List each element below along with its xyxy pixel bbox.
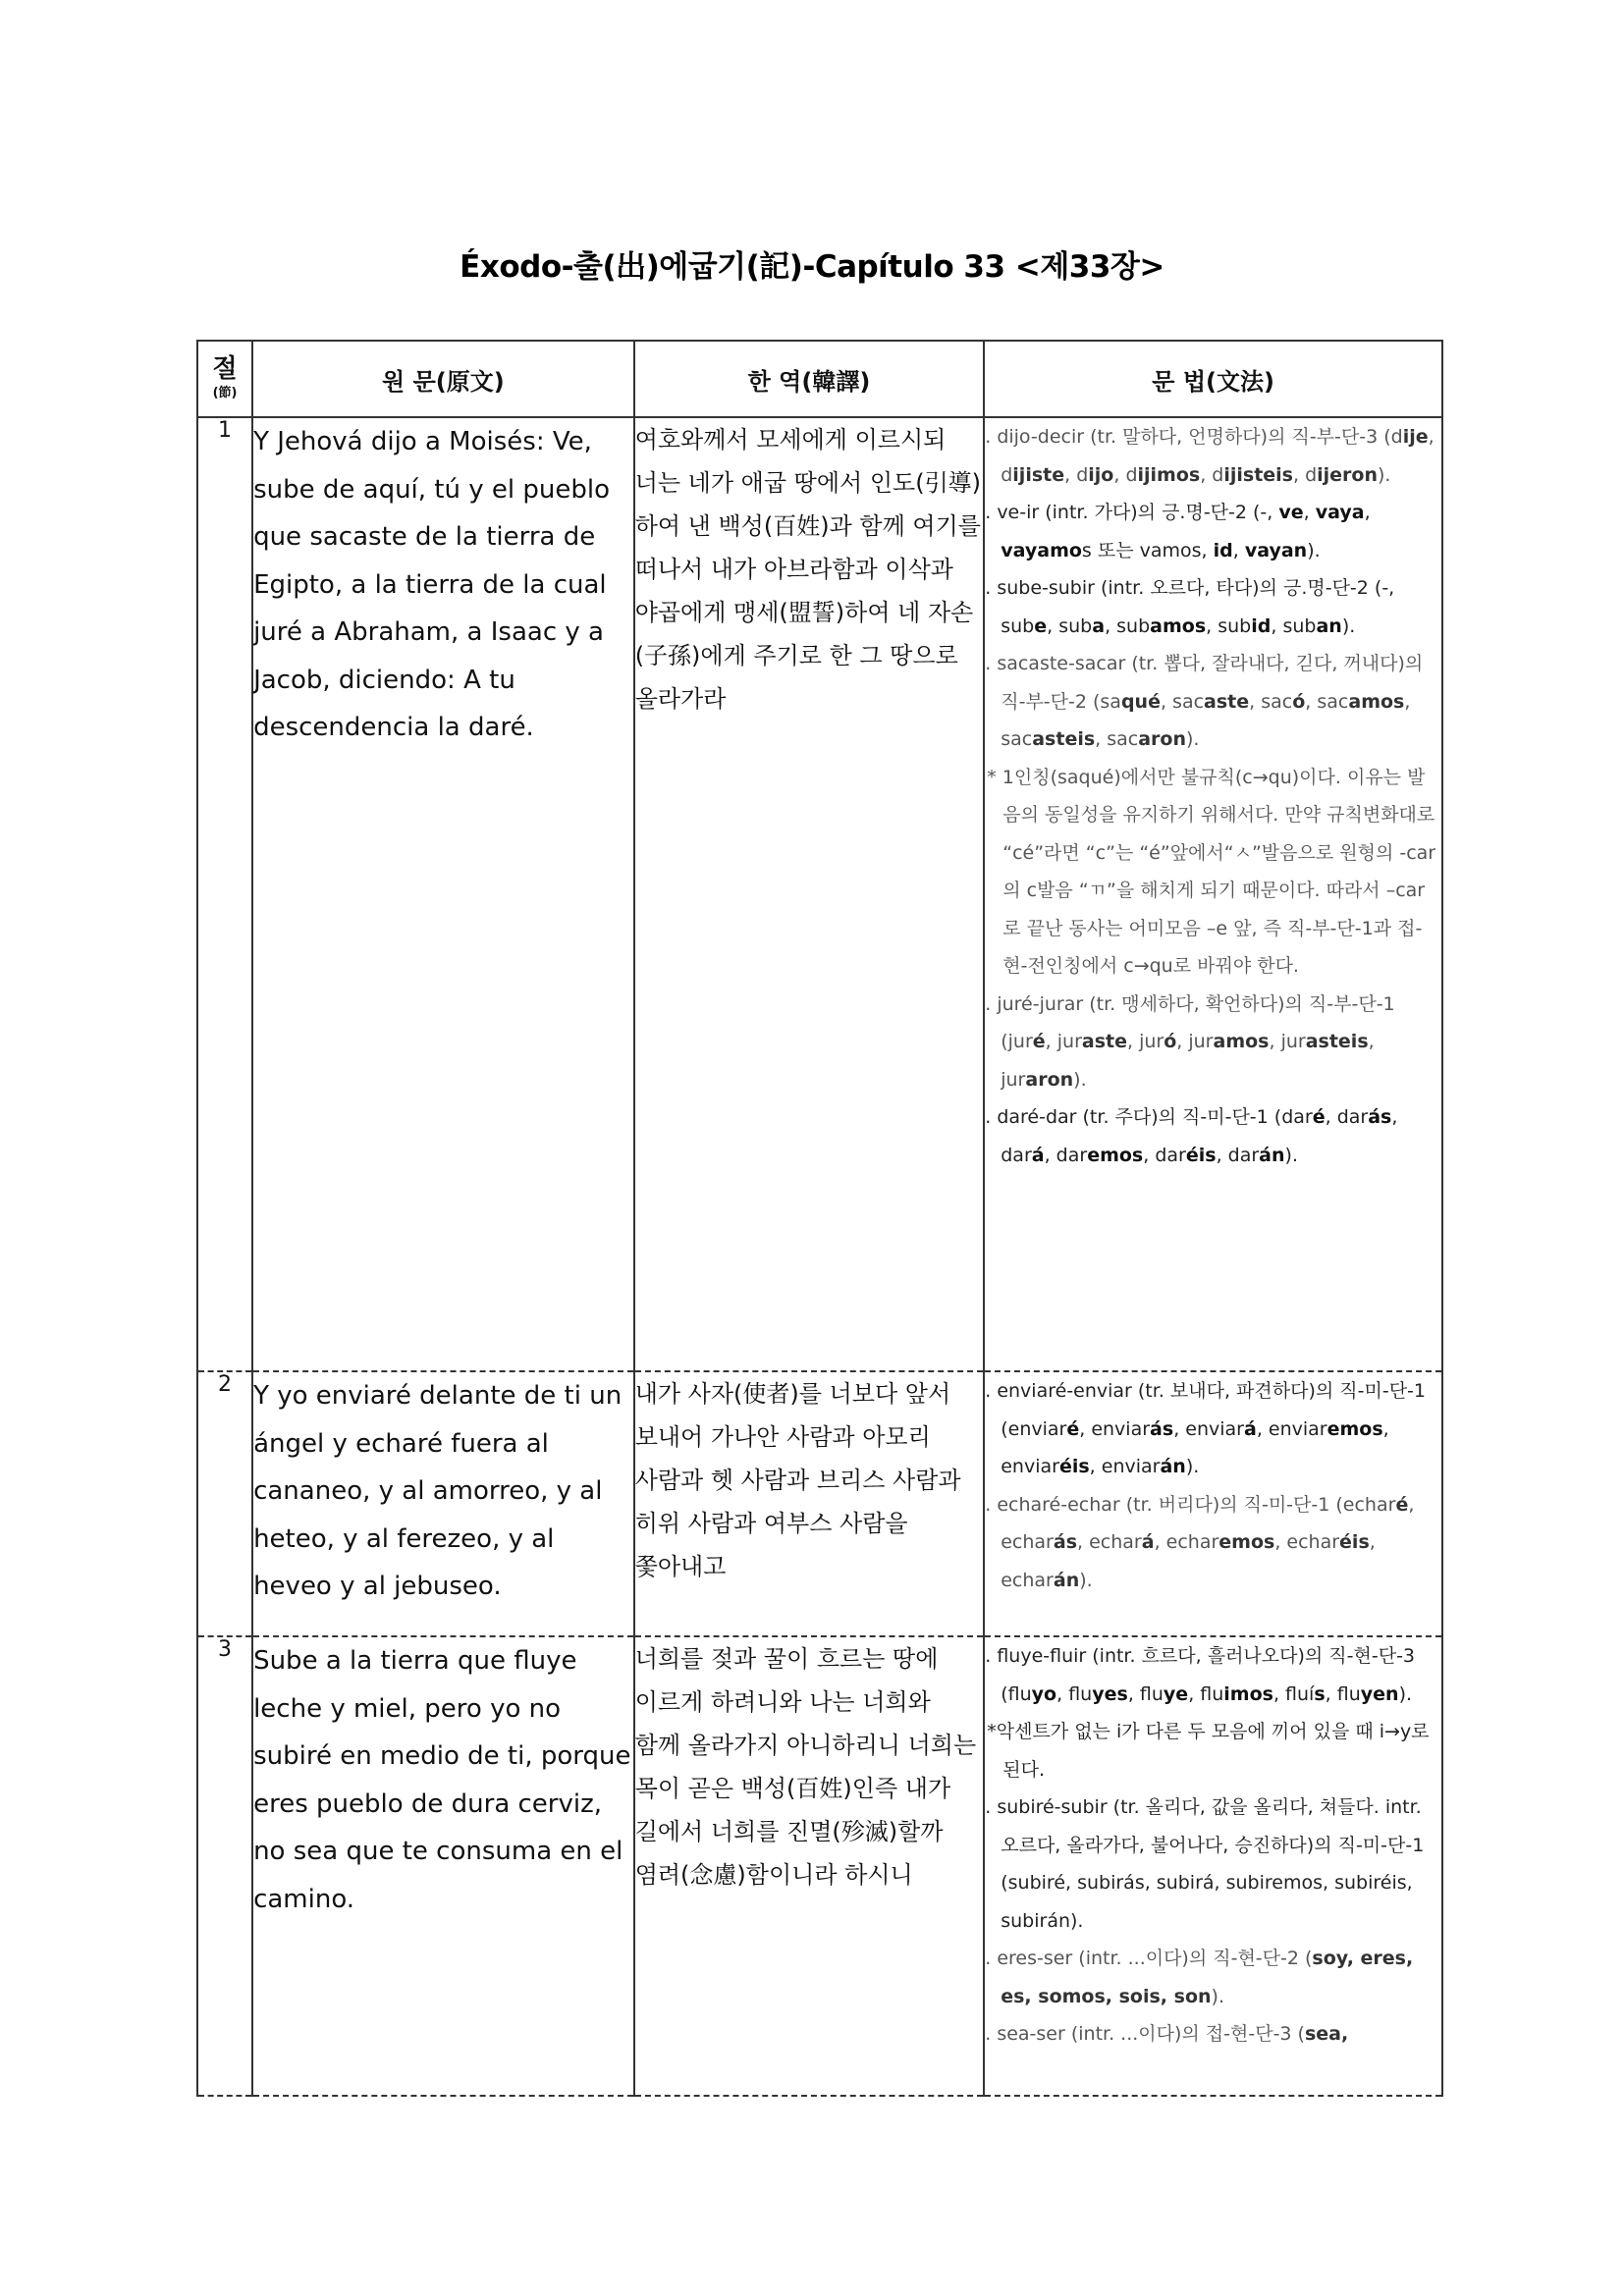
table-header-row [197, 341, 1442, 417]
grammar-notes [984, 1636, 1442, 2096]
grammar-item: . fluye-fluir (intr. 흐르다, 흘러나오다)의 직-현-단-3 (fluyo, fluyes, fluye, fluimos, fluís, fluyen). [985, 1645, 1416, 1705]
table-row [197, 1371, 1442, 1636]
header-verse-label: 절 [212, 354, 238, 384]
verse-number: 1 [197, 417, 252, 1371]
grammar-notes [984, 1371, 1442, 1636]
header-korean: 한 역(韓譯) [634, 341, 985, 417]
verse-number: 3 [197, 1636, 252, 2096]
header-original: 원 문(原文) [252, 341, 634, 417]
grammar-item: . eres-ser (intr. ...이다)의 직-현-단-2 (soy, eres, es, somos, sois, son). [985, 1948, 1414, 2007]
grammar-item: . sea-ser (intr. ...이다)의 접-현-단-3 (sea, [985, 2023, 1349, 2045]
page-title: Éxodo-출(出)에굽기(記)-Capítulo 33 <제33장> [460, 249, 1164, 285]
grammar-notes [984, 417, 1442, 1371]
korean-translation: 여호와께서 모세에게 이르시되 너는 네가 애굽 땅에서 인도(引導)하여 낸 백성(百姓)과 함께 여기를 떠나서 내가 아브라함과 이삭과 야곱에게 맹세(盟誓)하여 네 자손(子孫)에게 주기로 한 그 땅으로 올라가라 [634, 417, 985, 1371]
original-text: Y yo enviaré delante de ti un ángel y echaré fuera al cananeo, y al amorreo, y al heteo, y al ferezeo, y al heveo y al jebuseo. [252, 1371, 634, 1636]
grammar-item: * 1인칭(saqué)에서만 불규칙(c→qu)이다. 이유는 발음의 동일성을 유지하기 위해서다. 만약 규칙변화대로 “cé”라면 “c”는 “é”앞에서“ㅅ”발음으로 원형의 -car의 c발음 “ㄲ”을 해치게 되기 때문이다. 따라서 –car로 끝난 동사는 어미모음 –e 앞, 즉 직-부-단-1과 접-현-전인칭에서 c→qu로 바꿔야 한다. [987, 766, 1436, 977]
grammar-item: . dijo-decir (tr. 말하다, 언명하다)의 직-부-단-3 (dije, dijiste, dijo, dijimos, dijisteis, dijeron). [985, 426, 1435, 486]
grammar-item: . juré-jurar (tr. 맹세하다, 확언하다)의 직-부-단-1 (juré, juraste, juró, juramos, jurasteis, juraron). [985, 992, 1395, 1091]
grammar-item: . sacaste-sacar (tr. 뽑다, 잘라내다, 긷다, 꺼내다)의 직-부-단-2 (saqué, sacaste, sacó, sacamos, sacasteis, sacaron). [985, 653, 1424, 750]
verse-number: 2 [197, 1371, 252, 1636]
korean-translation: 내가 사자(使者)를 너보다 앞서 보내어 가나안 사람과 아모리 사람과 헷 사람과 브리스 사람과 히위 사람과 여부스 사람을 쫓아내고 [634, 1371, 985, 1636]
original-text: Sube a la tierra que fluye leche y miel, pero yo no subiré en medio de ti, porque eres pueblo de dura cerviz, no sea que te consuma en el camino. [252, 1636, 634, 2096]
table-row [197, 1636, 1442, 2096]
header-grammar: 문 법(文法) [984, 341, 1442, 417]
grammar-item: . echaré-echar (tr. 버리다)의 직-미-단-1 (echaré, echarás, echará, echaremos, echaréis, echarán). [985, 1493, 1415, 1591]
grammar-item: . ve-ir (intr. 가다)의 긍.명-단-2 (-, ve, vaya, vayamos 또는 vamos, id, vayan). [985, 502, 1371, 561]
header-verse-hanja: (節) [212, 386, 238, 400]
grammar-item: *악센트가 없는 i가 다른 두 모음에 끼어 있을 때 i→y로 된다. [987, 1721, 1430, 1781]
grammar-item: . enviaré-enviar (tr. 보내다, 파견하다)의 직-미-단-1 (enviaré, enviarás, enviará, enviaremos, enviaréis, enviarán). [985, 1380, 1426, 1477]
original-text: Y Jehová dijo a Moisés: Ve, sube de aquí, tú y el pueblo que sacaste de la tierra de Egipto, a la tierra de la cual juré a Abraham, a Isaac y a Jacob, diciendo: A tu descendencia la daré. [252, 417, 634, 1371]
verse-table [196, 340, 1443, 2097]
table-row [197, 417, 1442, 1371]
grammar-item: . subiré-subir (tr. 올리다, 값을 올리다, 쳐들다. intr. 오르다, 올라가다, 불어나다, 승진하다)의 직-미-단-1 (subiré, subirás, subirá, subiremos, subiréis, subirán). [985, 1796, 1425, 1932]
grammar-item: . sube-subir (intr. 오르다, 타다)의 긍.명-단-2 (-, sube, suba, subamos, subid, suban). [985, 577, 1395, 637]
header-verse [197, 341, 252, 417]
korean-translation: 너희를 젖과 꿀이 흐르는 땅에 이르게 하려니와 나는 너희와 함께 올라가지 아니하리니 너희는 목이 곧은 백성(百姓)인즉 내가 길에서 너희를 진멸(殄滅)할까 염려(念慮)함이니라 하시니 [634, 1636, 985, 2096]
grammar-item: . daré-dar (tr. 주다)의 직-미-단-1 (daré, darás, dará, daremos, daréis, darán). [985, 1106, 1398, 1166]
